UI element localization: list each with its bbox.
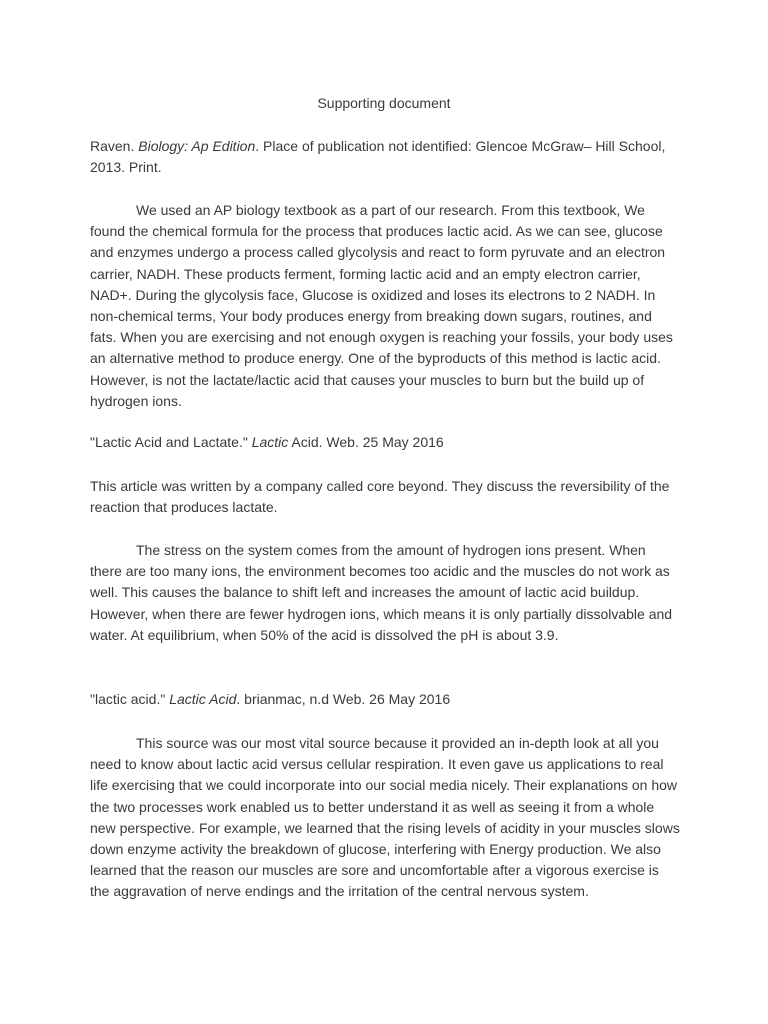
citation-brianmac-lactic-acid <box>90 689 680 710</box>
citation-site-name: Lactic Acid <box>169 691 237 707</box>
citation-publication-details: . Place of publication not identified: Glencoe McGraw– Hill School, 2013. Print. <box>90 138 666 176</box>
citation-site-name: Lactic <box>251 434 289 450</box>
citation-article-title: "lactic acid." <box>90 691 170 707</box>
citation-book-title: Biology: Ap Edition <box>138 138 256 154</box>
page-title: Supporting document <box>317 95 451 111</box>
citation-biology-textbook <box>90 136 680 178</box>
citation-lactic-acid-and-lactate <box>90 432 680 453</box>
paragraph-brianmac-summary: This source was our most vital source because it provided an in-depth look at all you need to know about lactic acid versus cellular respiration. It even gave us applications to real life exercising that we could incorporate into our social media nicely. Their explanations on how the two processes work enabled us to better understand it as well as seeing it from a whole new perspective. For example, we learned that the rising levels of acidity in your muscles slows down enzyme activity the breakdown of glucose, interfering with Energy production. We also learned that the reason our muscles are sore and uncomfortable after a vigorous exercise is the aggravation of nerve endings and the irritation of the central nervous system. <box>90 735 680 900</box>
citation-article-title: "Lactic Acid and Lactate." <box>90 434 252 450</box>
paragraph-textbook-summary: We used an AP biology textbook as a part of our research. From this textbook, We found the chemical formula for the process that produces lactic acid. As we can see, glucose and enzymes undergo a process called glycolysis and react to form pyruvate and an electron carrier, NADH. These products ferment, forming lactic acid and an empty electron carrier, NAD+. During the glycolysis face, Glucose is oxidized and loses its electrons to 2 NADH. In non-chemical terms, Your body produces energy from breaking down sugars, routines, and fats. When you are exercising and not enough oxygen is reaching your fossils, your body uses an alternative method to produce energy. One of the byproducts of this method is lactic acid. However, is not the lactate/lactic acid that causes your muscles to burn but the build up of hydrogen ions. <box>90 202 673 409</box>
citation-access-details: Acid. Web. 25 May 2016 <box>288 434 444 450</box>
paragraph-core-beyond-summary: This article was written by a company called core beyond. They discuss the reversibility of the reaction that produces lactate. <box>90 478 670 516</box>
citation-author: Raven. <box>90 138 139 154</box>
paragraph-hydrogen-ions: The stress on the system comes from the amount of hydrogen ions present. When there are too many ions, the environment becomes too acidic and the muscles do not work as well. This causes the balance to shift left and increases the amount of lactic acid buildup. However, when there are fewer hydrogen ions, which means it is only partially dissolvable and water. At equilibrium, when 50% of the acid is dissolved the pH is about 3.9. <box>90 542 673 643</box>
citation-access-details: . brianmac, n.d Web. 26 May 2016 <box>236 691 451 707</box>
